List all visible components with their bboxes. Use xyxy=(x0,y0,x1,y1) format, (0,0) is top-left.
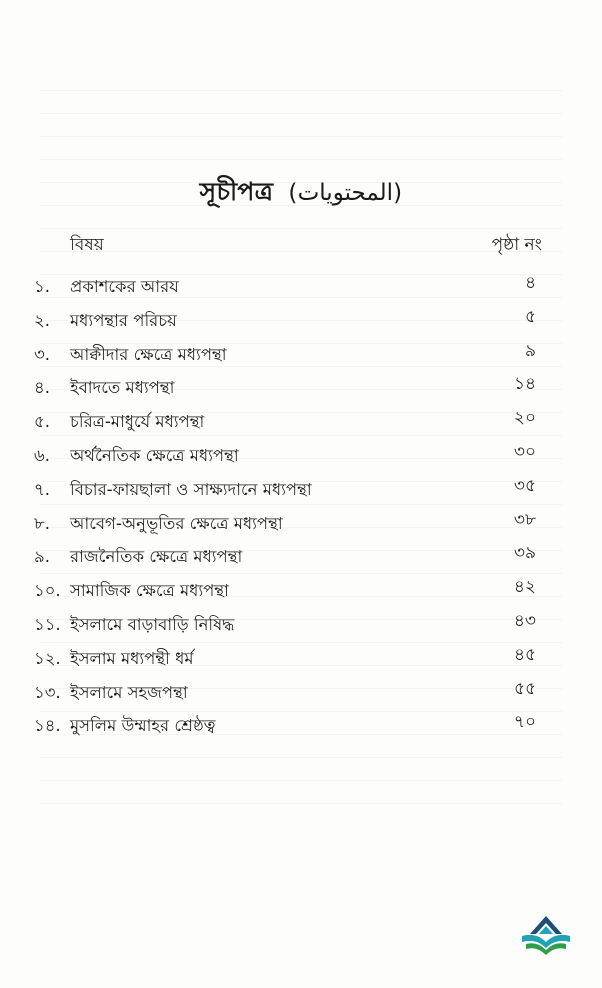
toc-entry-page: ৭০ xyxy=(513,712,536,733)
toc-entry-page: ৪২ xyxy=(513,577,536,598)
toc-entry-title: ইসলামে বাড়াবাড়ি নিষিদ্ধ xyxy=(70,614,235,634)
toc-entry-page: ৩০ xyxy=(513,441,536,462)
toc-entry-title: চরিত্র-মাধুর্যে মধ্যপন্থা xyxy=(70,412,205,432)
toc-entry-number: ১১. xyxy=(34,614,61,634)
toc-entry-number: ১২. xyxy=(34,648,61,668)
page-title xyxy=(0,172,602,215)
toc-entry-page: ১৪ xyxy=(513,374,536,395)
toc-entry-title: মুসলিম উম্মাহর শ্রেষ্ঠত্ব xyxy=(70,716,216,736)
toc-entry-number: ১৩. xyxy=(34,682,61,702)
toc-entry-title: ইবাদতে মধ্যপন্থা xyxy=(70,378,175,398)
toc-entry-number: ৮. xyxy=(34,513,50,533)
toc-entry-title: প্রকাশকের আরয xyxy=(70,277,179,296)
toc-entry-title: অর্থনৈতিক ক্ষেত্রে মধ্যপন্থা xyxy=(70,445,239,465)
toc-entry-page: ৫৫ xyxy=(513,678,536,699)
toc-entry-number: ১০. xyxy=(34,581,61,601)
toc-entry-number: ৪. xyxy=(34,378,50,398)
toc-entry-page: ৪ xyxy=(524,273,536,293)
toc-entry-number: ১৪. xyxy=(34,716,61,736)
toc-entry-number: ৬. xyxy=(34,445,50,465)
toc-entry xyxy=(0,574,602,608)
toc-entry-page: ৩৮ xyxy=(513,509,536,530)
toc-entry-page: ৪৫ xyxy=(513,644,536,665)
toc-entry xyxy=(0,338,602,372)
toc-entry-number: ৩. xyxy=(34,344,50,364)
toc-entry-title: বিচার-ফায়ছালা ও সাক্ষ্যদানে মধ্যপন্থা xyxy=(70,479,312,499)
toc-entry-number: ৭. xyxy=(34,479,50,499)
toc-entry xyxy=(0,709,602,743)
toc-entry xyxy=(0,371,602,405)
toc-entry-number: ২. xyxy=(34,310,50,330)
title-bengali: সূচীপত্র xyxy=(199,177,274,206)
toc-entry xyxy=(0,540,602,574)
book-publisher-logo-icon xyxy=(518,912,574,958)
toc-entry xyxy=(0,270,602,304)
toc-entry-title: মধ্যপন্থার পরিচয় xyxy=(70,310,177,330)
toc-entry xyxy=(0,405,602,439)
toc-entry-number: ১. xyxy=(34,277,50,296)
toc-entry-title: ইসলাম মধ্যপন্থী ধর্ম xyxy=(70,648,194,668)
toc-entry-title: সামাজিক ক্ষেত্রে মধ্যপন্থা xyxy=(70,581,229,601)
toc-entry-title: আবেগ-অনুভূতির ক্ষেত্রে মধ্যপন্থা xyxy=(70,513,283,533)
toc-entry xyxy=(0,473,602,507)
toc-entry-title: রাজনৈতিক ক্ষেত্রে মধ্যপন্থা xyxy=(70,547,243,567)
toc-entry xyxy=(0,676,602,710)
toc-entry xyxy=(0,608,602,642)
table-of-contents xyxy=(0,270,602,743)
toc-entry-title: ইসলামে সহজপন্থা xyxy=(70,682,188,702)
toc-entry xyxy=(0,304,602,338)
toc-entry xyxy=(0,439,602,473)
toc-entry-title: আক্বীদার ক্ষেত্রে মধ্যপন্থা xyxy=(70,344,227,364)
toc-entry-page: ৩৫ xyxy=(513,475,536,496)
header-subject: বিষয় xyxy=(70,235,104,255)
title-arabic: (المحتويات) xyxy=(288,180,403,206)
toc-entry-page: ৩৯ xyxy=(513,543,536,564)
toc-entry-page: ২০ xyxy=(513,408,536,429)
toc-entry-page: ৪৩ xyxy=(513,610,536,631)
toc-entry xyxy=(0,507,602,541)
toc-entry-number: ৯. xyxy=(34,547,50,567)
toc-entry-page: ৯ xyxy=(524,340,536,361)
toc-entry xyxy=(0,642,602,676)
toc-entry-page: ৫ xyxy=(524,306,536,327)
toc-entry-number: ৫. xyxy=(34,412,50,432)
header-page-number: পৃষ্ঠা নং xyxy=(491,235,542,255)
